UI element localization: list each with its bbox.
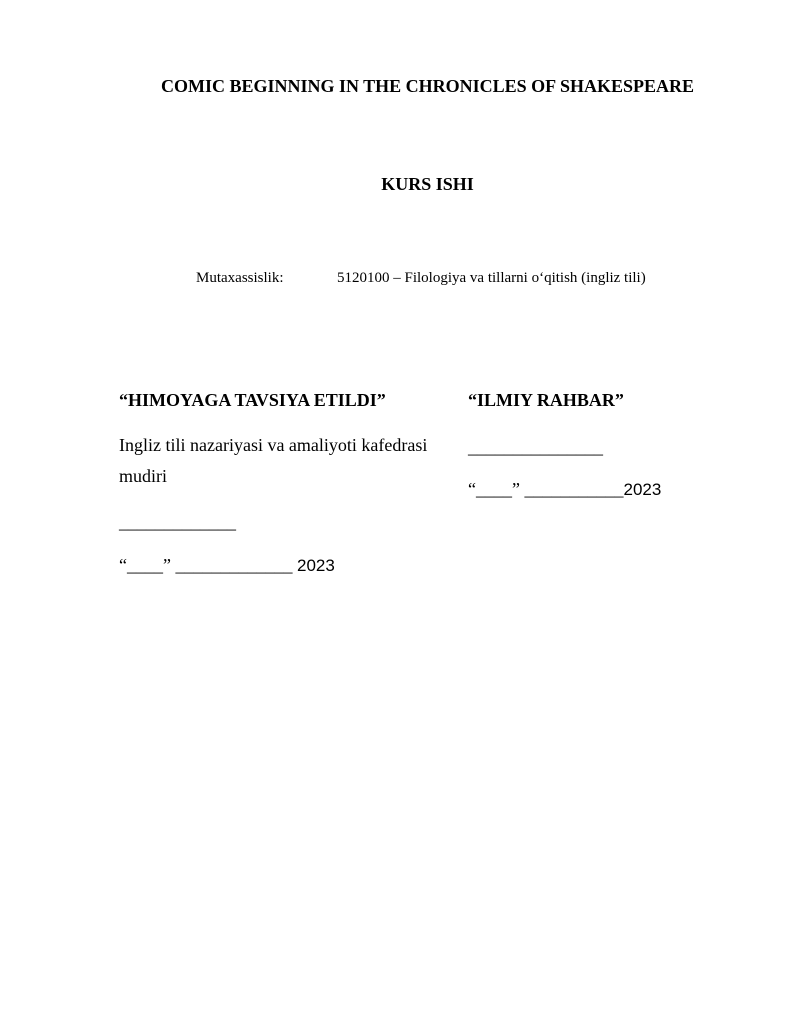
department-head-line2: mudiri — [119, 466, 167, 486]
supervisor-signature-line: _______________ — [468, 437, 603, 457]
defense-recommendation-heading: “HIMOYAGA TAVSIYA ETILDI” — [119, 390, 386, 410]
department-head-date-prefix: “____” _____________ — [119, 555, 297, 575]
supervisor-heading: “ILMIY RAHBAR” — [468, 390, 624, 410]
department-head-date — [119, 554, 335, 577]
work-type: KURS ISHI — [381, 174, 474, 194]
supervisor-date-prefix: “____” ___________ — [468, 479, 624, 499]
specialty-value: 5120100 – Filologiya va tillarni o‘qitish (ingliz tili) — [337, 270, 646, 286]
work-title: COMIC BEGINNING IN THE CHRONICLES OF SHAKESPEARE — [160, 76, 695, 96]
specialty-label: Mutaxassislik: — [196, 270, 284, 286]
department-head-date-year: 2023 — [296, 556, 335, 575]
department-head-line1: Ingliz tili nazariyasi va amaliyoti kafedrasi — [119, 435, 428, 455]
supervisor-date-year: 2023 — [623, 480, 662, 499]
supervisor-date — [468, 478, 661, 501]
department-head-signature-line: _____________ — [119, 512, 236, 532]
